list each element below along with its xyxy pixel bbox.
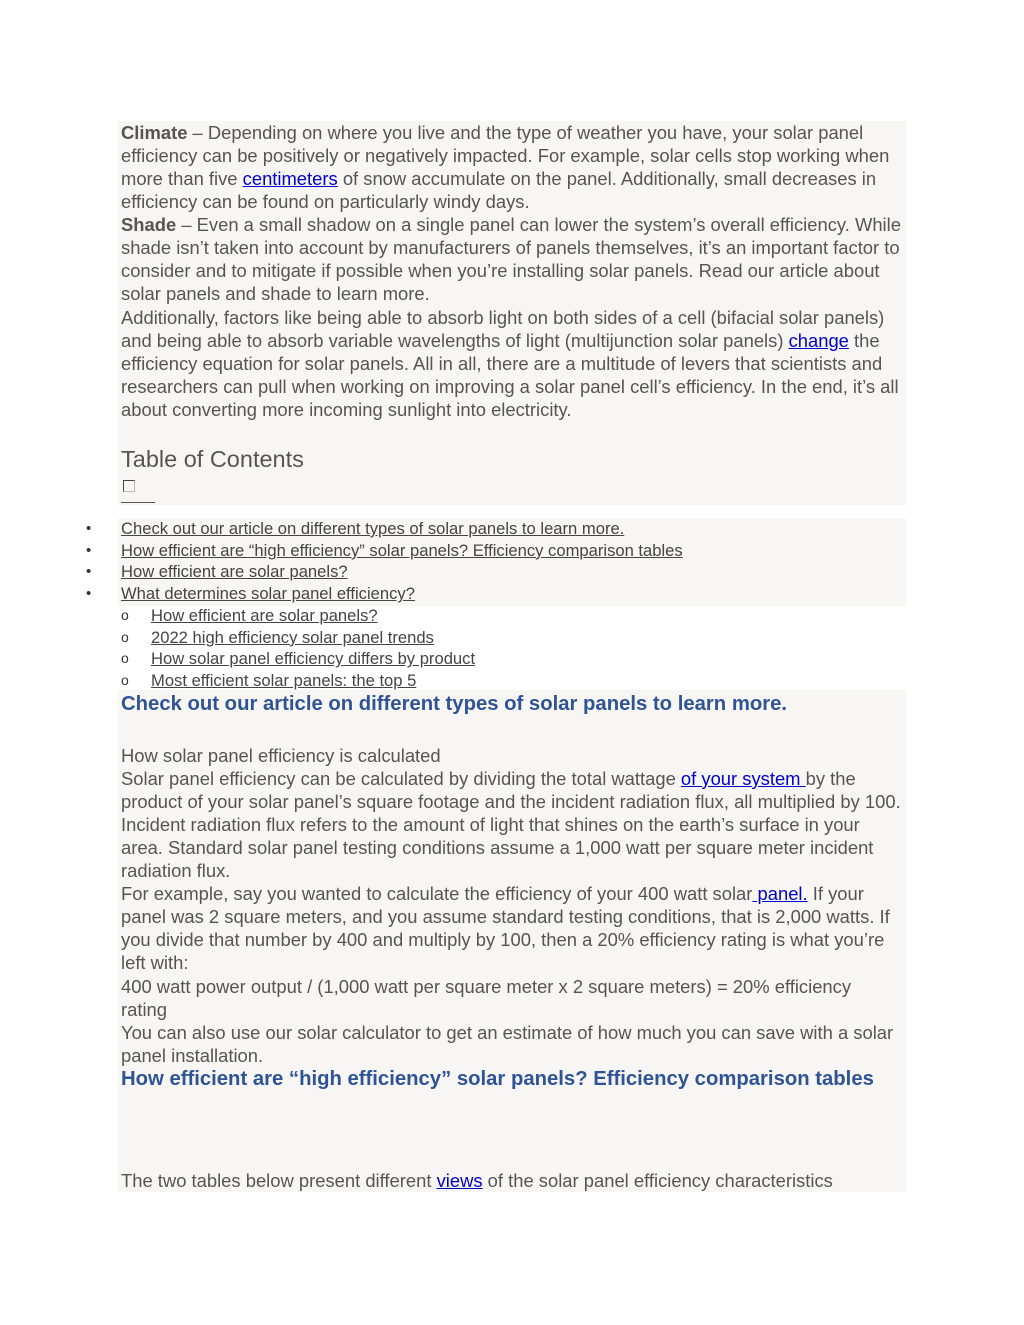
bullet-icon: • [86,520,92,537]
shade-paragraph [121,213,906,305]
toc-item [0,583,906,692]
toc-subitem [0,627,906,649]
tables-text-2: of the solar panel efficiency characteristics [482,1170,833,1191]
centimeters-link[interactable]: centimeters [242,168,338,189]
circle-bullet-icon: o [121,650,129,667]
calculation-paragraph [121,767,906,882]
toc-link[interactable]: What determines solar panel efficiency? [121,584,415,604]
shade-text: – Even a small shadow on a single panel can lower the system’s overall efficiency. While shade isn’t taken into account by manufacturers of panels themselves, it’s an important factor to consider and to mitigate if possible when you’re installing solar panels. Read our article about solar panels and shade to learn more. [121,214,901,304]
example-paragraph [121,882,906,974]
toc-sublink[interactable]: How efficient are solar panels? [151,605,378,625]
example-text: For example, say you wanted to calculate the efficiency of your 400 watt solar [121,883,753,904]
bullet-icon: • [86,563,92,581]
your-system-link[interactable]: of your system [680,768,806,789]
calc-text-2: by the product of your solar panel’s square footage and the incident radiation flux, all multiplied by 100. Incident radiation flux refers to the amount of light that shines on the earth’s surface in your area. Standard solar panel testing conditions assume a 1,000 watt per square meter incident radiation flux. [121,768,901,881]
toc-subitem [0,670,906,692]
bullet-icon: • [86,541,92,559]
bullet-icon: • [86,585,92,603]
views-link[interactable]: views [436,1170,483,1191]
section-heading-high-efficiency: How efficient are “high efficiency” solar panels? Efficiency comparison tables [121,1068,874,1090]
climate-label: Climate [121,122,188,143]
toc-link[interactable]: Check out our article on different types of solar panels to learn more. [121,519,625,538]
formula-paragraph: 400 watt power output / (1,000 watt per square meter x 2 square meters) = 20% efficiency rating [121,976,852,1020]
toc-sublink[interactable]: How solar panel efficiency differs by product [151,649,476,669]
circle-bullet-icon: o [121,628,129,645]
toc-title: Table of Contents [121,446,304,472]
checkbox-icon [123,480,135,492]
toc-subitem [0,605,906,627]
toc-link[interactable]: How efficient are solar panels? [121,562,348,582]
section-subheading-calculated: How solar panel efficiency is calculated [121,745,441,766]
additionally-text-2: the efficiency equation for solar panels. All in all, there are a multitude of levers that scientists and researchers can pull when working on improving a solar panel cell’s efficiency. In the end, it’s all about converting more incoming sunlight into electricity. [121,330,899,420]
toc-toggle-button[interactable] [121,478,155,503]
climate-text-2: of snow accumulate on the panel. Additionally, small decreases in efficiency can be found on particularly windy days. [121,168,877,212]
climate-text: – Depending on where you live and the type of weather you have, your solar panel efficiency can be positively or negatively impacted. For example, solar cells stop working when more than five [121,122,890,189]
toc-subitem [0,648,906,670]
circle-bullet-icon: o [121,671,129,688]
toc-sublist [121,605,906,692]
shade-label: Shade [121,214,177,235]
circle-bullet-icon: o [121,606,129,623]
toc-list [0,518,906,692]
calc-text: Solar panel efficiency can be calculated by dividing the total wattage [121,768,681,789]
toc-link[interactable]: How efficient are “high efficiency” solar panels? Efficiency comparison tables [121,540,683,560]
toc-item [0,561,906,583]
tables-text: The two tables below present different [121,1170,437,1191]
toc-item [0,540,906,562]
example-text-2: If your panel was 2 square meters, and you assume standard testing conditions, that is 2,000 watts. If you divide that number by 400 and multiply by 100, then a 20% efficiency rating is what you’re left with: [121,883,890,973]
toc-item [0,518,906,540]
toc-sublink[interactable]: 2022 high efficiency solar panel trends [151,627,434,647]
section-heading-types: Check out our article on different types of solar panels to learn more. [121,693,788,715]
toc-sublink[interactable]: Most efficient solar panels: the top 5 [151,670,417,690]
tables-paragraph [121,1169,906,1192]
additionally-paragraph [121,306,906,421]
panel-link[interactable]: panel. [752,883,808,904]
calculator-paragraph: You can also use our solar calculator to get an estimate of how much you can save with a solar panel installation. [121,1022,894,1066]
change-link[interactable]: change [788,330,849,351]
additionally-text: Additionally, factors like being able to absorb light on both sides of a cell (bifacial solar panels) and being able to absorb variable wavelengths of light (multijunction solar panels) [121,307,885,351]
climate-paragraph [121,121,906,213]
